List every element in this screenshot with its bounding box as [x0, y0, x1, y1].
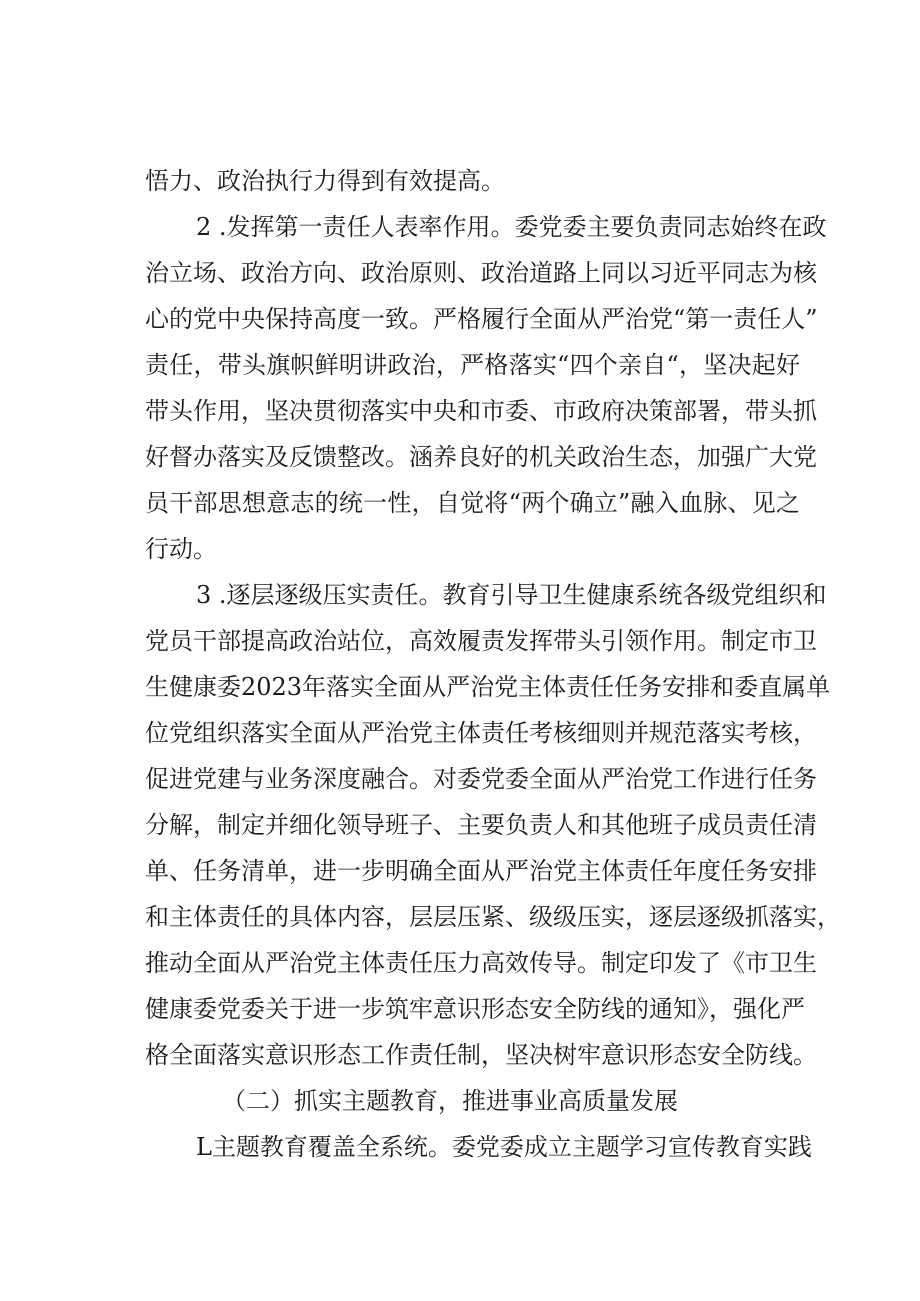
paragraph-2-heading: 2 .发挥第一责任人表率作用。委党委主要负责同志始终在政	[196, 213, 827, 241]
text-line: 治立场、政治方向、政治原则、政治道路上同以习近平同志为核	[145, 259, 817, 287]
text-line: 单、任务清单，进一步明确全面从严治党主体责任年度任务安排	[145, 857, 817, 885]
text-line: 推动全面从严治党主体责任压力高效传导。制定印发了《市卫生	[145, 949, 817, 977]
text-line: 好督办落实及反馈整改。涵养良好的机关政治生态，加强广大党	[145, 443, 817, 471]
text-line: 促进党建与业务深度融合。对委党委全面从严治党工作进行任务	[145, 765, 817, 793]
section-heading: （二）抓实主题教育，推进事业高质量发展	[222, 1087, 678, 1115]
text-line: 健康委党委关于进一步筑牢意识形态安全防线的通知》，强化严	[145, 995, 805, 1023]
text-line: 和主体责任的具体内容，层层压紧、级级压实，逐层逐级抓落实，	[145, 903, 841, 931]
paragraph-3-heading: 3 .逐层逐级压实责任。教育引导卫生健康系统各级党组织和	[196, 581, 827, 609]
text-line: 格全面落实意识形态工作责任制，坚决树牢意识形态安全防线。	[145, 1041, 817, 1069]
text-line: 党员干部提高政治站位，高效履责发挥带头引领作用。制定市卫	[145, 627, 817, 655]
text-line: 位党组织落实全面从严治党主体责任考核细则并规范落实考核，	[145, 719, 817, 747]
text-line: 员干部思想意志的统一性，自觉将“两个确立”融入血脉、见之	[145, 489, 800, 517]
text-line: 行动。	[145, 535, 217, 563]
text-line: 心的党中央保持高度一致。严格履行全面从严治党“第一责任人”	[145, 305, 818, 333]
text-line: 责任，带头旗帜鲜明讲政治，严格落实“四个亲自“，坚决起好	[145, 351, 800, 379]
text-line: 带头作用，坚决贯彻落实中央和市委、市政府决策部署，带头抓	[145, 397, 817, 425]
text-line: 生健康委2023年落实全面从严治党主体责任任务安排和委直属单	[145, 673, 831, 701]
text-line: 悟力、政治执行力得到有效提高。	[145, 167, 505, 195]
text-line: 分解，制定并细化领导班子、主要负责人和其他班子成员责任清	[145, 811, 817, 839]
paragraph-1-heading: L主题教育覆盖全系统。委党委成立主题学习宣传教育实践	[196, 1133, 812, 1161]
